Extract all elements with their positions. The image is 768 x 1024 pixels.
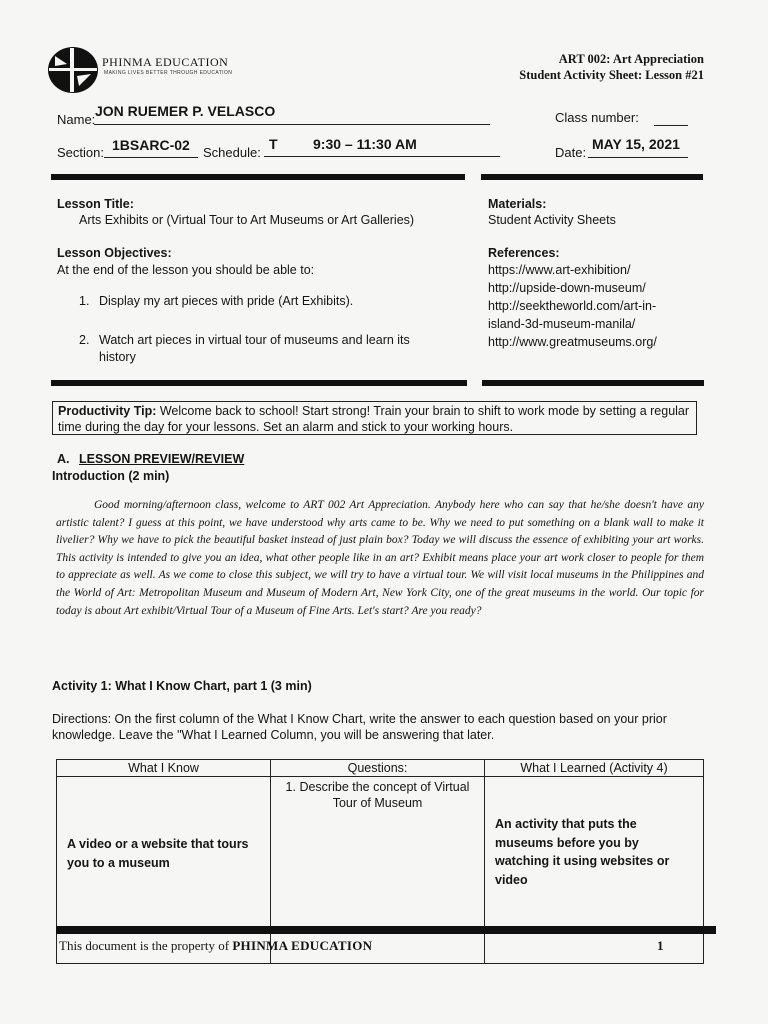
column-header: Questions: — [271, 760, 485, 777]
footer-text — [59, 938, 372, 954]
intro-heading: Introduction (2 min) — [52, 469, 170, 483]
references-label: References: — [488, 246, 560, 260]
column-header: What I Know — [57, 760, 271, 777]
schedule-time-value: 9:30 – 11:30 AM — [313, 136, 417, 152]
divider-bar — [482, 380, 704, 386]
sheet-title: Student Activity Sheet: Lesson #21 — [519, 68, 704, 82]
objective-number: 2. — [79, 333, 90, 347]
what-i-know-cell[interactable]: A video or a website that tours you to a museum — [57, 777, 271, 964]
class-number-label: Class number: — [555, 110, 639, 125]
org-tagline: MAKING LIVES BETTER THROUGH EDUCATION — [104, 70, 233, 76]
objective-item: Display my art pieces with pride (Art Exhibits). — [99, 294, 354, 308]
question-cell: 1. Describe the concept of Virtual Tour of Museum — [271, 777, 485, 964]
tip-label: Productivity Tip: — [58, 404, 157, 418]
objective-item: Watch art pieces in virtual tour of museums and learn its history — [99, 333, 410, 364]
activity1-directions: Directions: On the first column of the What I Know Chart, write the answer to each question based on your prior knowledge. Leave the "What I Learned Column, you will be answering that later. — [52, 712, 667, 742]
page-number: 1 — [657, 938, 664, 953]
class-number-underline — [654, 125, 688, 126]
what-i-learned-cell[interactable]: An activity that puts the museums before you by watching it using websites or video — [485, 777, 704, 964]
divider-bar — [481, 174, 703, 180]
date-underline — [588, 157, 688, 158]
intro-paragraph: Good morning/afternoon class, welcome to ART 002 Art Appreciation. Anybody here who can say that he/she doesn't have any artistic talent? I guess at this point, we have understood why arts came to be. Why we need to put something on a blank wall to make it livelier? Why we have to pick the beautiful basket instead of just plain box? Today we will discuss the essence of exhibiting your art works. This activity is intended to give you an idea, what other people like in an art? Exhibit means place your art work closer to people for them to appreciate as well. As we come to close this subject, we will try to have a virtual tour. We will visit local museums in the Philippines and the World of Art: Metropolitan Museum and Museum of Modern Art, New York City, one of the great museums in the world. Our topic for today is about Art exhibit/Virtual Tour of a Museum of Fine Arts. Let's start? Are you ready? — [56, 499, 704, 617]
divider-bar — [51, 174, 465, 180]
objectives-label: Lesson Objectives: — [57, 246, 172, 260]
section-label: Section: — [57, 145, 104, 160]
reference-link[interactable]: https://www.art-exhibition/ — [488, 263, 631, 277]
section-underline — [104, 157, 198, 158]
phinma-logo-icon — [47, 46, 99, 94]
date-label: Date: — [555, 145, 587, 160]
lesson-title-label: Lesson Title: — [57, 197, 134, 211]
productivity-tip-box — [52, 401, 697, 435]
tip-text: Welcome back to school! Start strong! Train your brain to shift to work mode by setting a regular time during the day for your lessons. Set an alarm and stick to your working hours. — [58, 404, 690, 434]
objectives-intro: At the end of the lesson you should be able to: — [57, 263, 315, 277]
divider-bar — [51, 380, 467, 386]
materials-value: Student Activity Sheets — [488, 213, 616, 227]
footer-label: This document is the property of — [59, 938, 233, 953]
section-a-heading — [57, 452, 244, 466]
name-label: Name: — [57, 112, 96, 127]
section-letter: A. — [57, 452, 70, 466]
course-title: ART 002: Art Appreciation — [558, 52, 704, 66]
section-value: 1BSARC-02 — [112, 137, 190, 153]
schedule-day-value: T — [269, 136, 278, 152]
table-row — [57, 777, 704, 964]
reference-link[interactable]: http://seektheworld.com/art-in- — [488, 299, 657, 313]
lesson-title-value: Arts Exhibits or (Virtual Tour to Art Museums or Art Galleries) — [79, 213, 415, 227]
materials-label: Materials: — [488, 197, 547, 211]
reference-link[interactable]: http://upside-down-museum/ — [488, 281, 646, 295]
table-header-row — [57, 760, 704, 777]
section-title: LESSON PREVIEW/REVIEW — [78, 452, 245, 466]
name-value: JON RUEMER P. VELASCO — [95, 103, 276, 119]
date-value: MAY 15, 2021 — [592, 136, 680, 152]
org-name: PHINMA EDUCATION — [102, 55, 229, 69]
schedule-underline — [264, 156, 500, 157]
course-header — [519, 51, 704, 83]
reference-link[interactable]: http://www.greatmuseums.org/ — [488, 335, 657, 349]
schedule-label: Schedule: — [203, 145, 261, 160]
name-underline — [94, 124, 490, 125]
objective-number: 1. — [79, 294, 90, 308]
footer-owner: PHINMA EDUCATION — [232, 938, 373, 953]
activity1-heading: Activity 1: What I Know Chart, part 1 (3 min) — [52, 679, 312, 693]
column-header: What I Learned (Activity 4) — [485, 760, 704, 777]
footer-bar — [56, 926, 716, 934]
reference-link[interactable]: island-3d-museum-manila/ — [488, 317, 636, 331]
